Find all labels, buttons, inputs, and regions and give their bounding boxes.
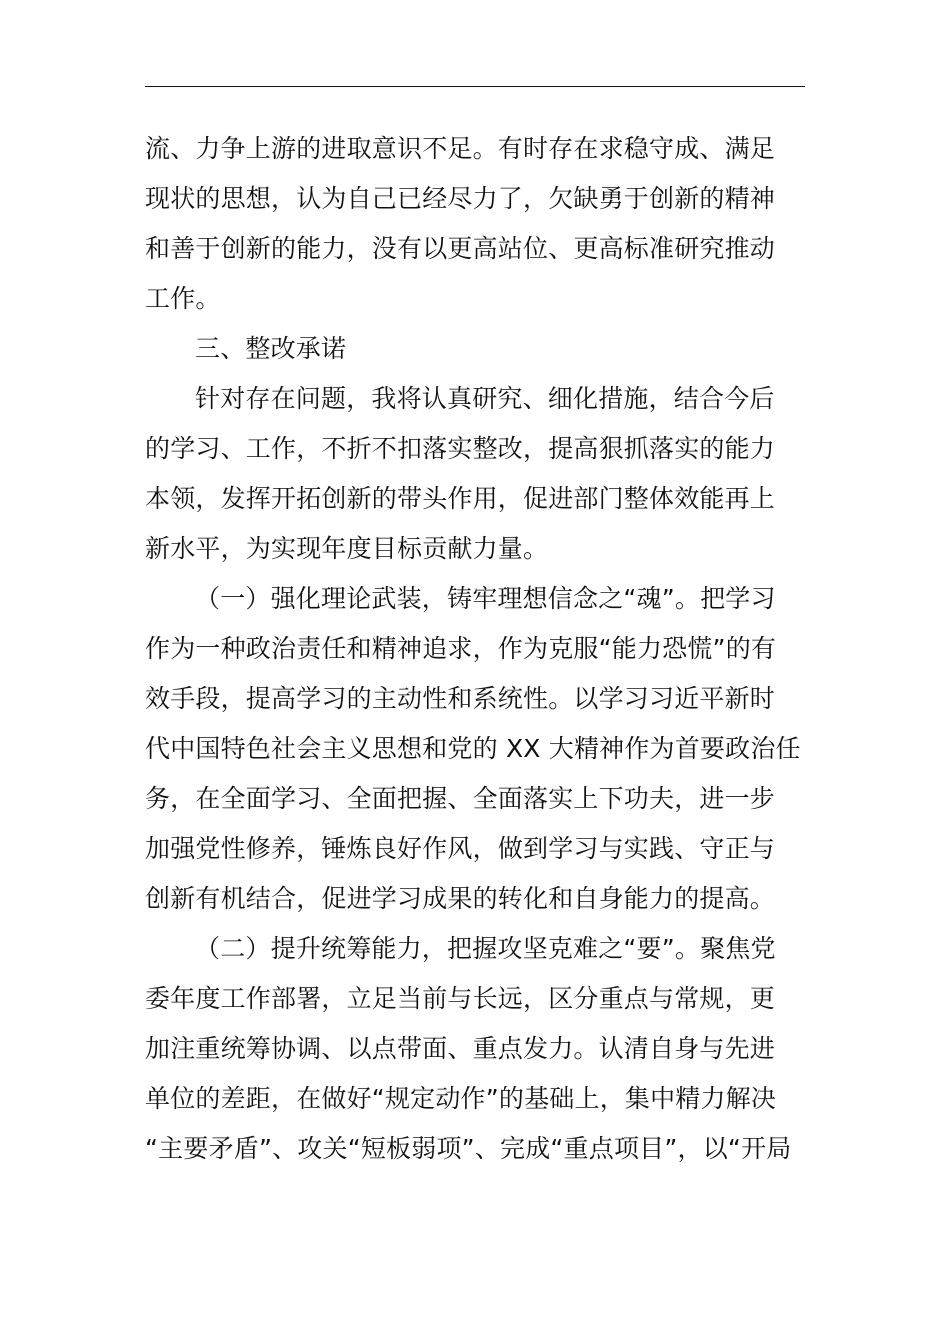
section-heading: 三、整改承诺: [195, 334, 347, 363]
text-line: 本领，发挥开拓创新的带头作用，促进部门整体效能再上: [145, 484, 776, 513]
text-line: 单位的差距，在做好“规定动作”的基础上，集中精力解决: [145, 1084, 777, 1113]
text-line: 加强党性修养，锤炼良好作风，做到学习与实践、守正与: [145, 834, 776, 863]
text-line: 和善于创新的能力，没有以更高站位、更高标准研究推动: [145, 234, 776, 263]
subsection-heading-line: （一）强化理论武装，铸牢理想信念之“魂”。把学习: [195, 584, 776, 613]
text-line: “主要矛盾”、攻关“短板弱项”、完成“重点项目”，以“开局: [145, 1134, 792, 1163]
text-line: 创新有机结合，促进学习成果的转化和自身能力的提高。: [145, 884, 776, 913]
text-line: 效手段，提高学习的主动性和系统性。以学习习近平新时: [145, 684, 776, 713]
document-body: [145, 124, 807, 1174]
text-line: 的学习、工作，不折不扣落实整改，提高狠抓落实的能力: [145, 434, 776, 463]
text-line: 针对存在问题，我将认真研究、细化措施，结合今后: [195, 384, 775, 413]
text-line: 流、力争上游的进取意识不足。有时存在求稳守成、满足: [145, 134, 776, 163]
header-rule: [145, 86, 805, 87]
subsection-heading-line: （二）提升统筹能力，把握攻坚克难之“要”。聚焦党: [195, 934, 776, 963]
text-line: 代中国特色社会主义思想和党的 XX 大精神作为首要政治任: [145, 734, 801, 763]
text-line: 委年度工作部署，立足当前与长远，区分重点与常规，更: [145, 984, 776, 1013]
text-line: 作为一种政治责任和精神追求，作为克服“能力恐慌”的有: [145, 634, 777, 663]
text-line: 工作。: [145, 284, 221, 313]
text-line: 加注重统筹协调、以点带面、重点发力。认清自身与先进: [145, 1034, 776, 1063]
text-line: 务，在全面学习、全面把握、全面落实上下功夫，进一步: [145, 784, 776, 813]
text-line: 现状的思想，认为自己已经尽力了，欠缺勇于创新的精神: [145, 184, 776, 213]
text-line: 新水平，为实现年度目标贡献力量。: [145, 534, 549, 563]
